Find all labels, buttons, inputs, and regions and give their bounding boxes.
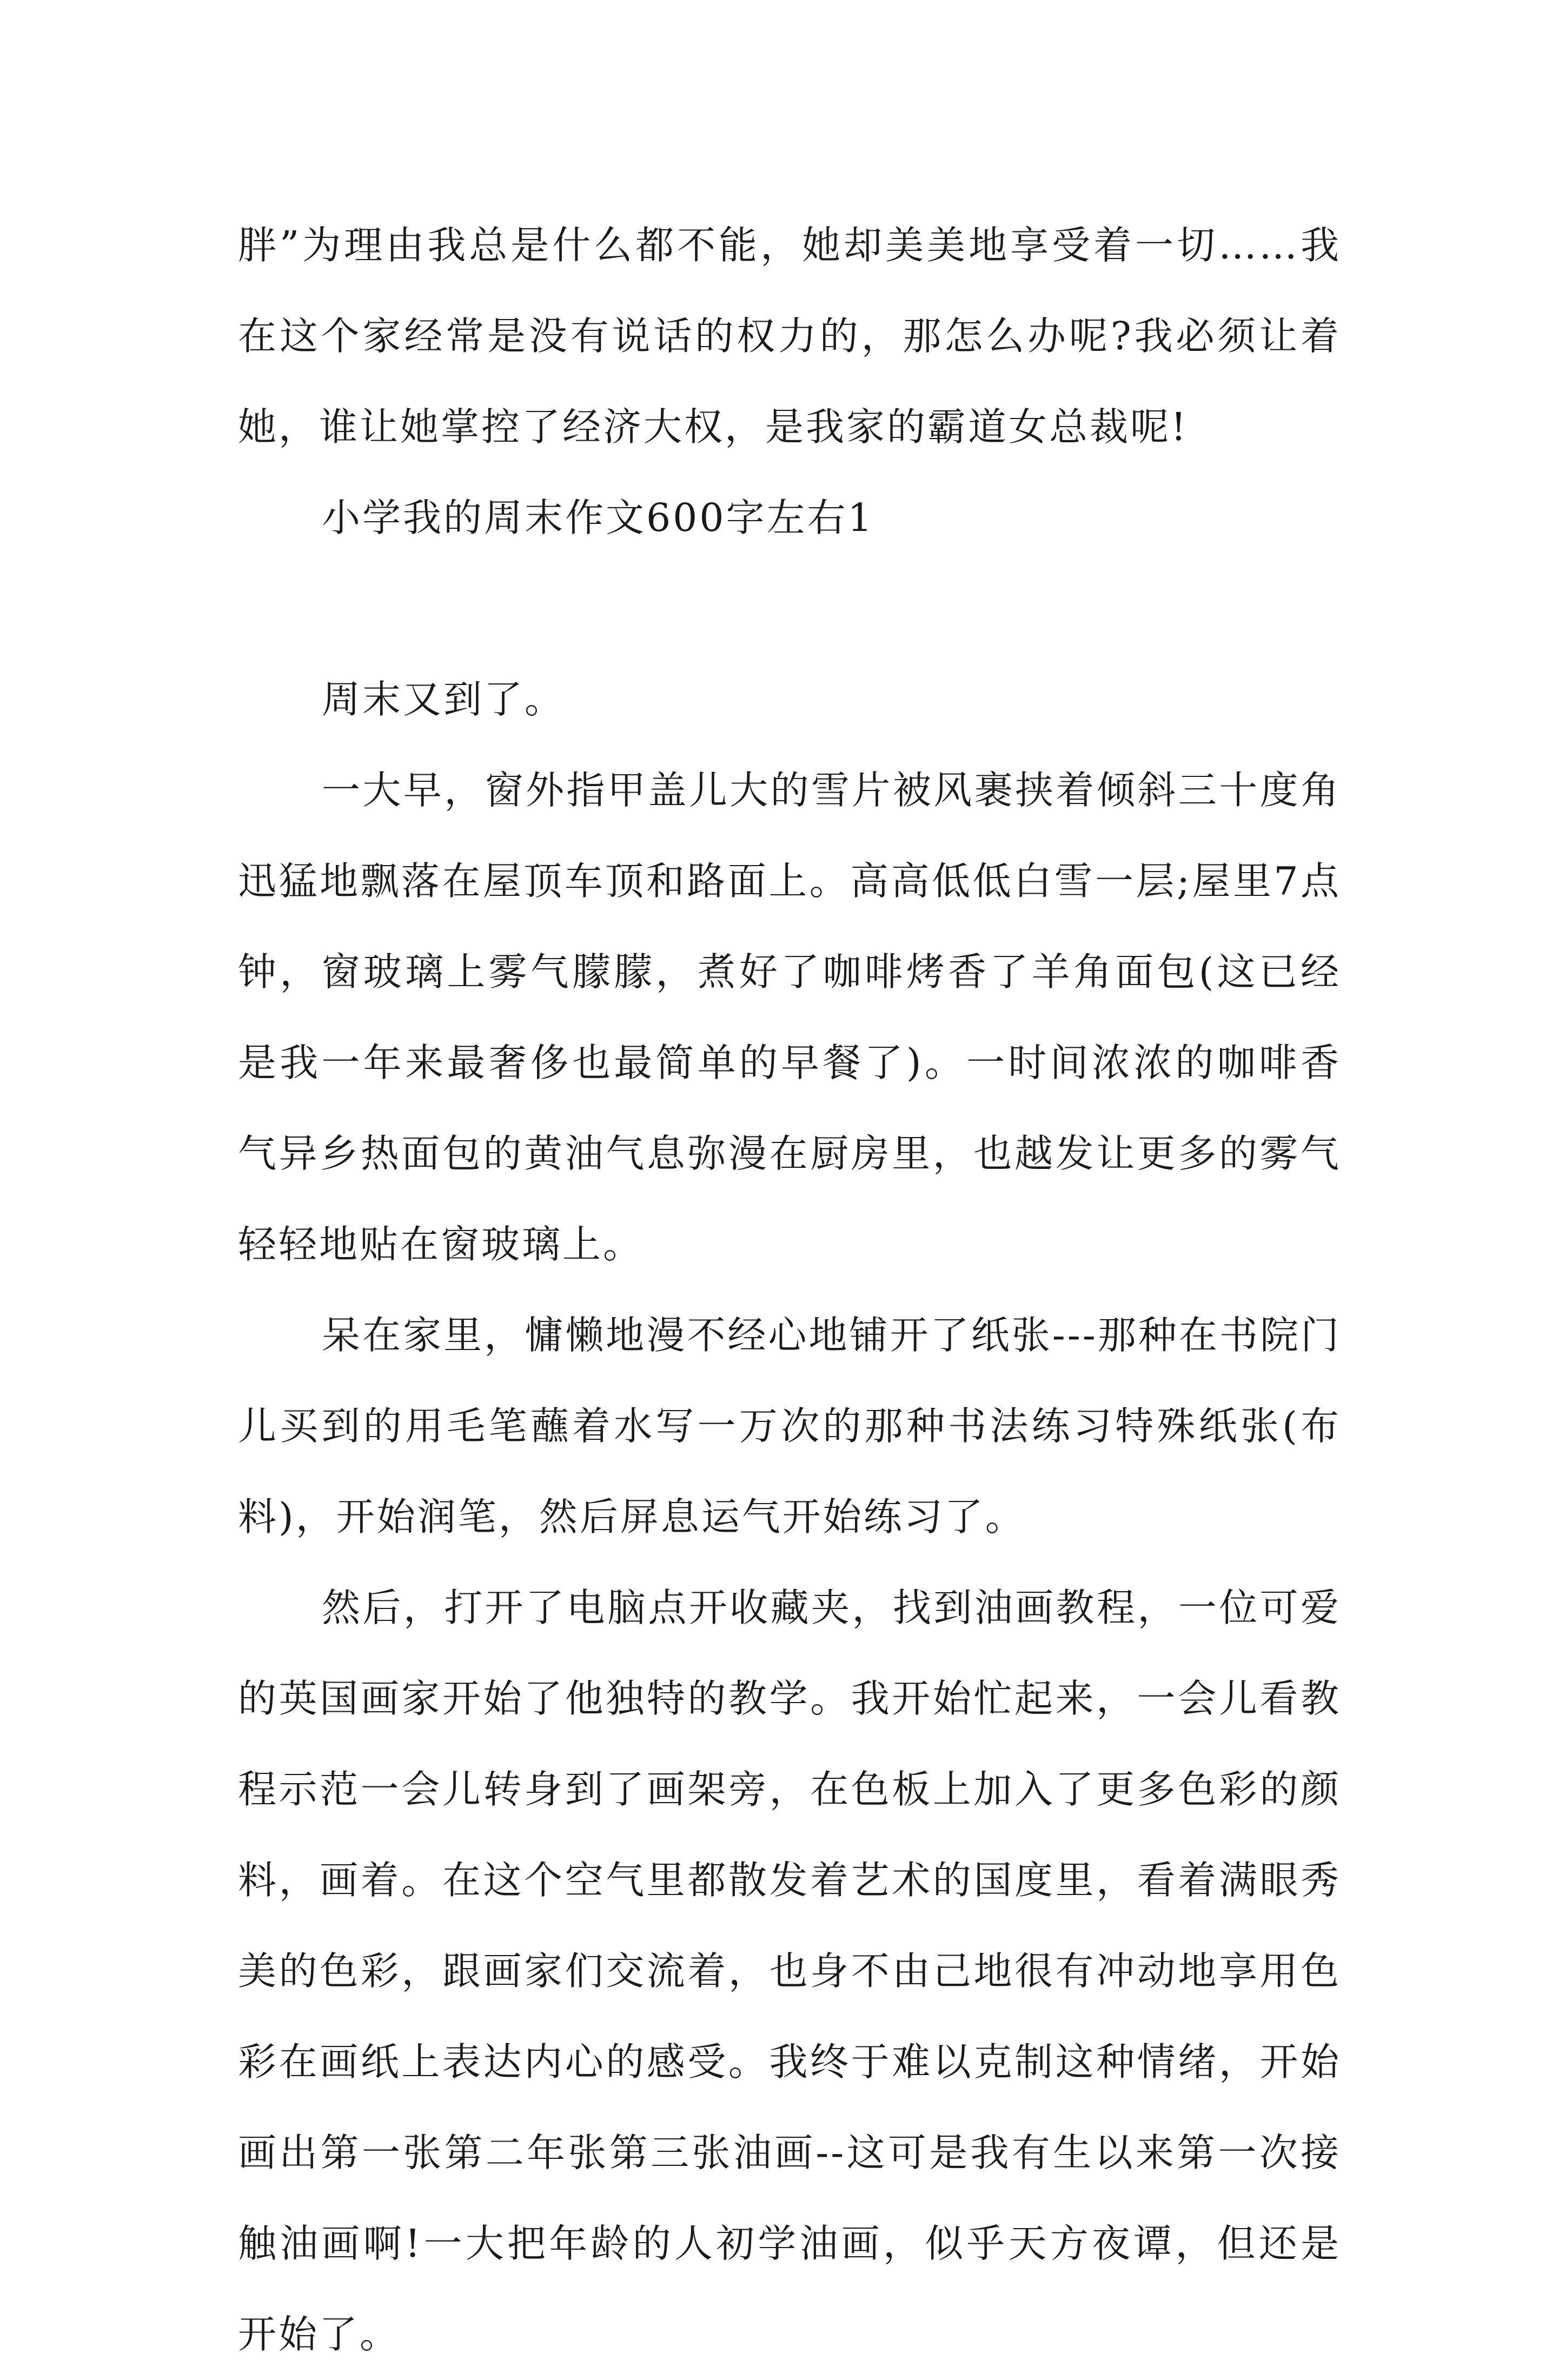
paragraph: 呆在家里，慵懒地漫不经心地铺开了纸张---那种在书院门儿买到的用毛笔蘸着水写一万次的那种书法练习特殊纸张(布料)，开始润笔，然后屏息运气开始练习了。 (238, 1313, 1341, 1539)
paragraph: 周末又到了。 (322, 677, 566, 722)
article-title: 小学我的周末作文600字左右1 (322, 495, 874, 540)
article-body (238, 200, 1341, 2380)
paragraph-continuation: 胖”为理由我总是什么都不能，她却美美地享受着一切……我在这个家经常是没有说话的权力的，那怎么办呢?我必须让着她，谁让她掌控了经济大权，是我家的霸道女总裁呢! (238, 223, 1341, 449)
blank-line (238, 563, 1341, 654)
paragraph: 然后，打开了电脑点开收藏夹，找到油画教程，一位可爱的英国画家开始了他独特的教学。我开始忙起来，一会儿看教程示范一会儿转身到了画架旁，在色板上加入了更多色彩的颜料，画着。在这个空气里都散发着艺术的国度里，看着满眼秀美的色彩，跟画家们交流着，也身不由己地很有冲动地享用色彩在画纸上表达内心的感受。我终于难以克制这种情绪，开始画出第一张第二年张第三张油画--这可是我有生以来第一次接触油画啊!一大把年龄的人初学油画，似乎天方夜谭，但还是开始了。 (238, 1585, 1341, 2357)
paragraph: 一大早，窗外指甲盖儿大的雪片被风裹挟着倾斜三十度角迅猛地飘落在屋顶车顶和路面上。高高低低白雪一层;屋里7点钟，窗玻璃上雾气朦朦，煮好了咖啡烤香了羊角面包(这已经是我一年来最奢侈也最简单的早餐了)。一时间浓浓的咖啡香气异乡热面包的黄油气息弥漫在厨房里，也越发让更多的雾气轻轻地贴在窗玻璃上。 (238, 768, 1341, 1267)
